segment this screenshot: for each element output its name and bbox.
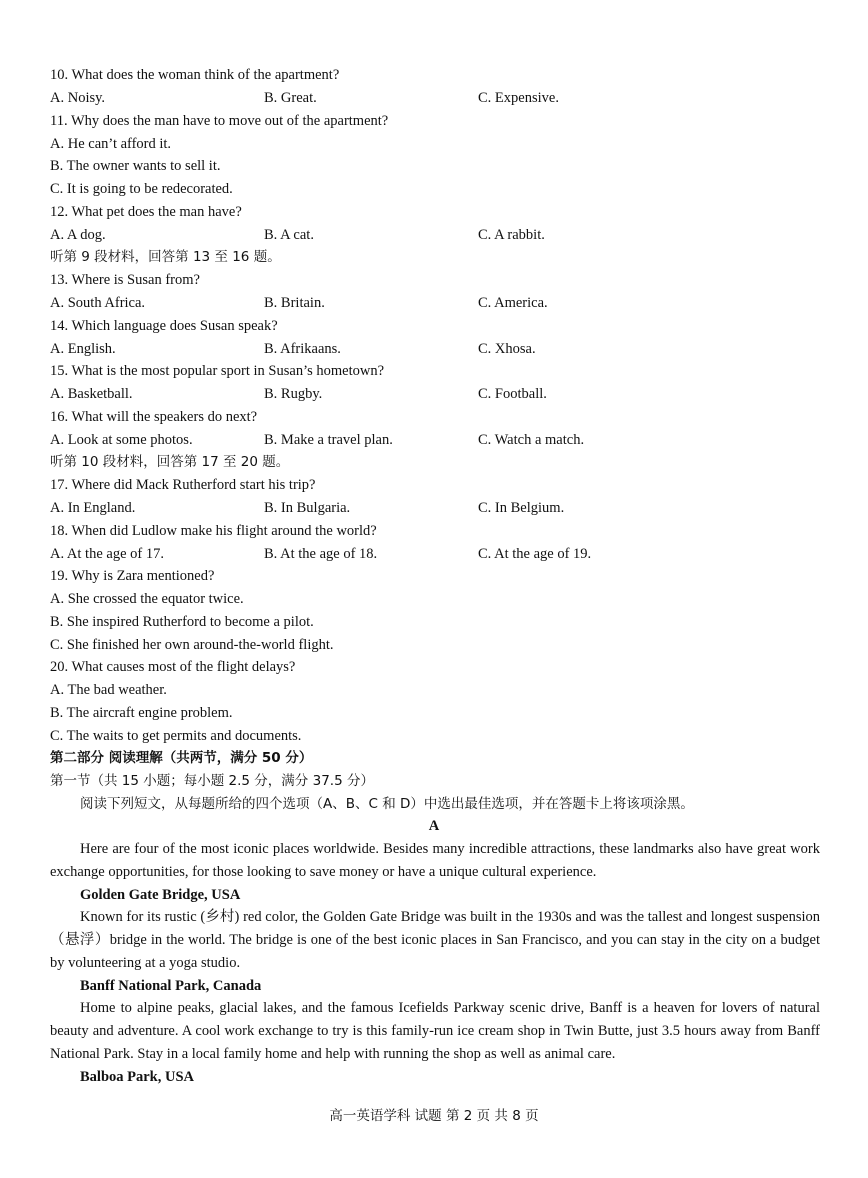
passage-intro: Here are four of the most iconic places worldwide. Besides many incredible attractions, these landmarks also have great work exchange opportunities, for those looking to save money or have a unique cultural experience. (50, 841, 820, 880)
question-12: 12. What pet does the man have? (50, 204, 242, 220)
option-c: C. America. (478, 295, 548, 311)
option-b: B. Britain. (264, 295, 325, 311)
option-a: A. She crossed the equator twice. (50, 591, 244, 607)
option-c: C. Xhosa. (478, 341, 536, 357)
question-10: 10. What does the woman think of the apartment? (50, 67, 340, 83)
option-c: C. Football. (478, 386, 547, 402)
option-b: B. The aircraft engine problem. (50, 705, 233, 721)
question-14: 14. Which language does Susan speak? (50, 318, 278, 334)
option-c: C. In Belgium. (478, 500, 565, 516)
question-18: 18. When did Ludlow make his flight around the world? (50, 523, 377, 539)
option-c: C. At the age of 19. (478, 546, 592, 562)
option-a: A. The bad weather. (50, 682, 167, 698)
part-2-title: 第二部分 阅读理解（共两节，满分 50 分） (50, 750, 313, 766)
option-a: A. South Africa. (50, 295, 146, 311)
place-heading: Banff National Park, Canada (80, 978, 262, 994)
option-a: A. At the age of 17. (50, 546, 164, 562)
place-heading: Golden Gate Bridge, USA (80, 887, 241, 903)
option-c: C. It is going to be redecorated. (50, 181, 233, 197)
option-a: A. In England. (50, 500, 136, 516)
option-c: C. Expensive. (478, 90, 559, 106)
option-c: C. A rabbit. (478, 227, 545, 243)
question-16: 16. What will the speakers do next? (50, 409, 258, 425)
section-9-instruction: 听第 9 段材料，回答第 13 至 16 题。 (50, 249, 281, 265)
question-13: 13. Where is Susan from? (50, 272, 200, 288)
option-a: A. English. (50, 341, 116, 357)
question-20: 20. What causes most of the flight delays? (50, 659, 296, 675)
option-a: A. Basketball. (50, 386, 133, 402)
option-a: A. Noisy. (50, 90, 106, 106)
page-footer: 高一英语学科 试题 第 2 页 共 8 页 (329, 1108, 539, 1124)
option-b: B. Make a travel plan. (264, 432, 393, 448)
place-heading: Balboa Park, USA (80, 1069, 195, 1085)
option-c: C. She finished her own around-the-world flight. (50, 637, 334, 653)
option-b: B. She inspired Rutherford to become a pilot. (50, 614, 314, 630)
part-2-subtitle: 第一节（共 15 小题；每小题 2.5 分，满分 37.5 分） (50, 773, 374, 789)
option-b: B. At the age of 18. (264, 546, 378, 562)
option-b: B. In Bulgaria. (264, 500, 351, 516)
place-description: Home to alpine peaks, glacial lakes, and the famous Icefields Parkway scenic drive, Banff is a heaven for lovers of natural beauty and adventure. A cool work exchange to try is this family-run ice cream shop in Twin Butte, just 3.5 hours away from Banff National Park. Stay in a local family home and help with running the shop as well as animal care. (50, 1000, 820, 1062)
part-2-instruction: 阅读下列短文，从每题所给的四个选项（A、B、C 和 D）中选出最佳选项，并在答题卡上将该项涂黑。 (80, 796, 694, 812)
option-b: B. Rugby. (264, 386, 323, 402)
question-15: 15. What is the most popular sport in Susan’s hometown? (50, 363, 385, 379)
option-a: A. A dog. (50, 227, 106, 243)
option-b: B. The owner wants to sell it. (50, 158, 221, 174)
section-10-instruction: 听第 10 段材料，回答第 17 至 20 题。 (50, 454, 290, 470)
place-description: Known for its rustic (乡村) red color, the Golden Gate Bridge was built in the 1930s and was the tallest and longest suspension（悬浮）bridge in the world. The bridge is one of the best iconic places in San Francisco, and you can stay in the city on a budget by volunteering at a yoga studio. (50, 909, 820, 971)
option-b: B. Afrikaans. (264, 341, 341, 357)
question-19: 19. Why is Zara mentioned? (50, 568, 215, 584)
option-b: B. Great. (264, 90, 317, 106)
passage-label: A (428, 818, 440, 834)
option-c: C. Watch a match. (478, 432, 585, 448)
question-17: 17. Where did Mack Rutherford start his trip? (50, 477, 316, 493)
option-a: A. He can’t afford it. (50, 136, 172, 152)
option-b: B. A cat. (264, 227, 314, 243)
option-c: C. The waits to get permits and documents. (50, 728, 302, 744)
option-a: A. Look at some photos. (50, 432, 193, 448)
question-11: 11. Why does the man have to move out of the apartment? (50, 113, 389, 129)
